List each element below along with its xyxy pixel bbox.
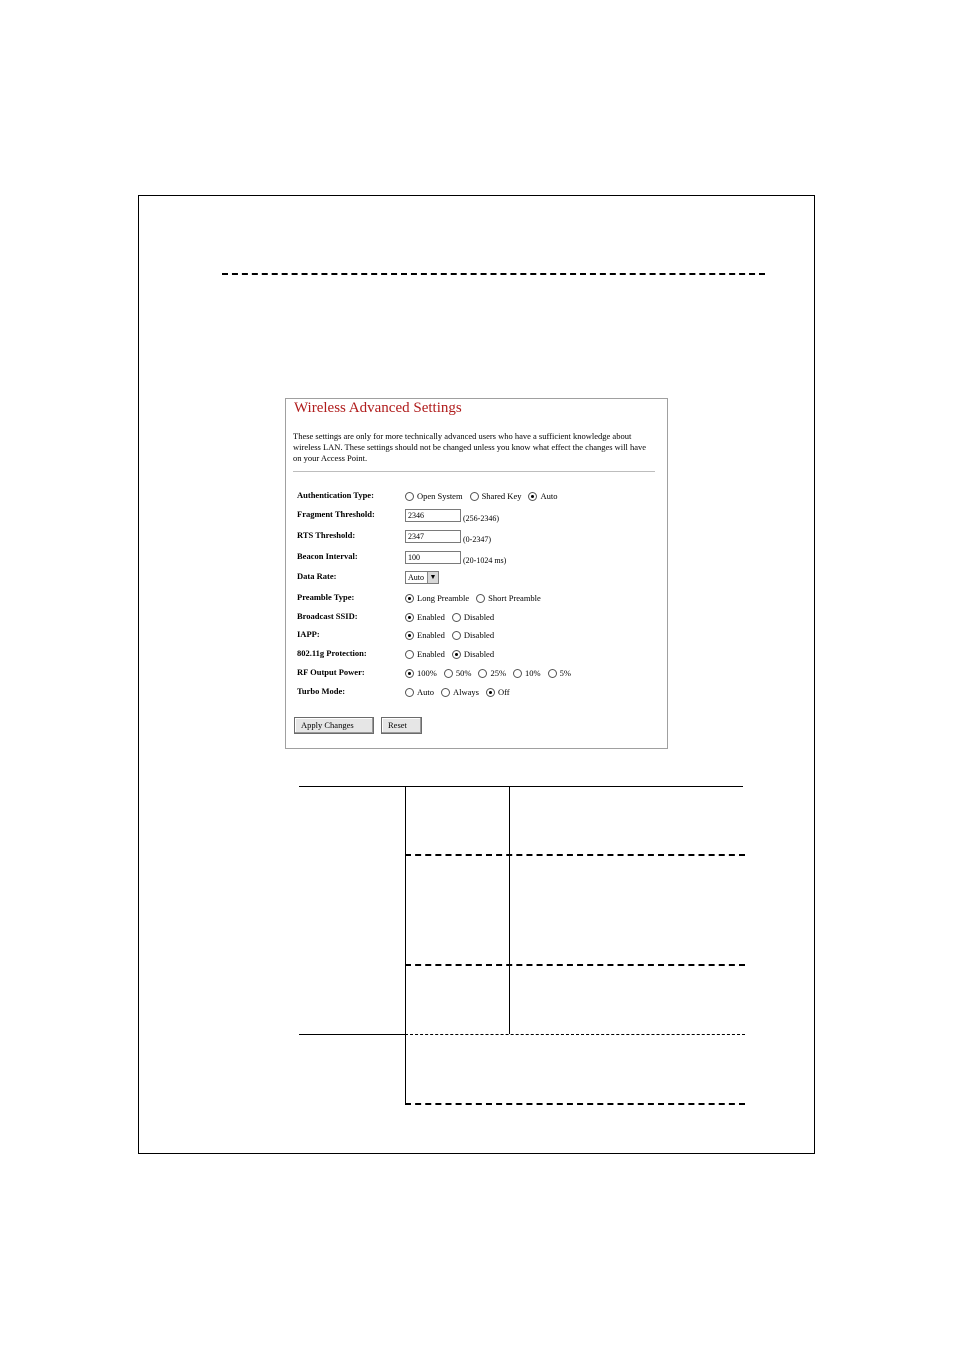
reset-button[interactable]: Reset [381, 717, 422, 734]
power-5-option[interactable]: 5% [548, 668, 571, 678]
panel-description: These settings are only for more technically advanced users who have a sufficient knowledge about wireless LAN. These settings should not be changed unless you know what effect the changes will have on your Access Point. [293, 431, 647, 463]
broadcast-ssid-label: Broadcast SSID: [297, 611, 358, 621]
power-10-option[interactable]: 10% [513, 668, 541, 678]
fragment-threshold-label: Fragment Threshold: [297, 509, 375, 519]
data-rate-select[interactable]: Auto ▼ [405, 571, 439, 584]
table-row-rule-1 [405, 854, 745, 856]
table-bottom-rule [405, 1103, 745, 1105]
radio-icon[interactable] [470, 492, 479, 501]
table-row-rule-2 [405, 964, 745, 966]
table-section-rule [299, 1034, 405, 1035]
radio-icon[interactable] [452, 613, 461, 622]
iapp-disabled-option[interactable]: Disabled [452, 630, 494, 640]
preamble-long-option[interactable]: Long Preamble [405, 593, 469, 603]
rts-threshold-label: RTS Threshold: [297, 530, 356, 540]
power-25-option[interactable]: 25% [478, 668, 506, 678]
panel-title: Wireless Advanced Settings [294, 400, 462, 416]
apply-changes-button[interactable]: Apply Changes [294, 717, 374, 734]
preamble-short-option[interactable]: Short Preamble [476, 593, 541, 603]
protection-enabled-option[interactable]: Enabled [405, 649, 445, 659]
rf-output-power-label: RF Output Power: [297, 667, 365, 677]
table-col-divider-2 [509, 786, 510, 1034]
turbo-off-option[interactable]: Off [486, 687, 510, 697]
header-rule [222, 273, 765, 275]
beacon-interval-label: Beacon Interval: [297, 551, 358, 561]
fragment-threshold-input[interactable]: 2346 [405, 509, 461, 522]
table-top-rule [299, 786, 743, 787]
protection-label: 802.11g Protection: [297, 648, 367, 658]
preamble-type-label: Preamble Type: [297, 592, 355, 602]
beacon-interval-hint: (20-1024 ms) [463, 555, 507, 565]
rts-threshold-hint: (0-2347) [463, 534, 491, 544]
fragment-threshold-hint: (256-2346) [463, 513, 499, 523]
rts-threshold-input[interactable]: 2347 [405, 530, 461, 543]
power-50-option[interactable]: 50% [444, 668, 472, 678]
radio-icon[interactable] [405, 688, 414, 697]
table-row-rule-3 [405, 1034, 745, 1035]
radio-icon[interactable] [513, 669, 522, 678]
radio-icon[interactable] [478, 669, 487, 678]
radio-icon[interactable] [452, 631, 461, 640]
chevron-down-icon[interactable]: ▼ [427, 572, 438, 583]
radio-icon[interactable] [476, 594, 485, 603]
authentication-type-label: Authentication Type: [297, 490, 374, 500]
table-col-divider-1 [405, 786, 406, 1105]
wireless-advanced-settings-screenshot [285, 398, 668, 749]
power-100-option[interactable]: 100% [405, 668, 437, 678]
radio-checked-icon[interactable] [452, 650, 461, 659]
radio-icon[interactable] [548, 669, 557, 678]
iapp-enabled-option[interactable]: Enabled [405, 630, 445, 640]
radio-checked-icon[interactable] [486, 688, 495, 697]
radio-icon[interactable] [441, 688, 450, 697]
turbo-mode-label: Turbo Mode: [297, 686, 346, 696]
protection-disabled-option[interactable]: Disabled [452, 649, 494, 659]
iapp-label: IAPP: [297, 629, 320, 639]
radio-checked-icon[interactable] [528, 492, 537, 501]
radio-checked-icon[interactable] [405, 669, 414, 678]
panel-divider [293, 471, 655, 472]
turbo-always-option[interactable]: Always [441, 687, 479, 697]
radio-icon[interactable] [405, 650, 414, 659]
radio-icon[interactable] [444, 669, 453, 678]
radio-icon[interactable] [405, 492, 414, 501]
auth-auto-option[interactable]: Auto [528, 491, 557, 501]
beacon-interval-input[interactable]: 100 [405, 551, 461, 564]
radio-checked-icon[interactable] [405, 594, 414, 603]
auth-shared-key-option[interactable]: Shared Key [470, 491, 522, 501]
turbo-auto-option[interactable]: Auto [405, 687, 434, 697]
data-rate-label: Data Rate: [297, 571, 337, 581]
radio-checked-icon[interactable] [405, 631, 414, 640]
ssid-enabled-option[interactable]: Enabled [405, 612, 445, 622]
auth-open-system-option[interactable]: Open System [405, 491, 463, 501]
ssid-disabled-option[interactable]: Disabled [452, 612, 494, 622]
radio-checked-icon[interactable] [405, 613, 414, 622]
